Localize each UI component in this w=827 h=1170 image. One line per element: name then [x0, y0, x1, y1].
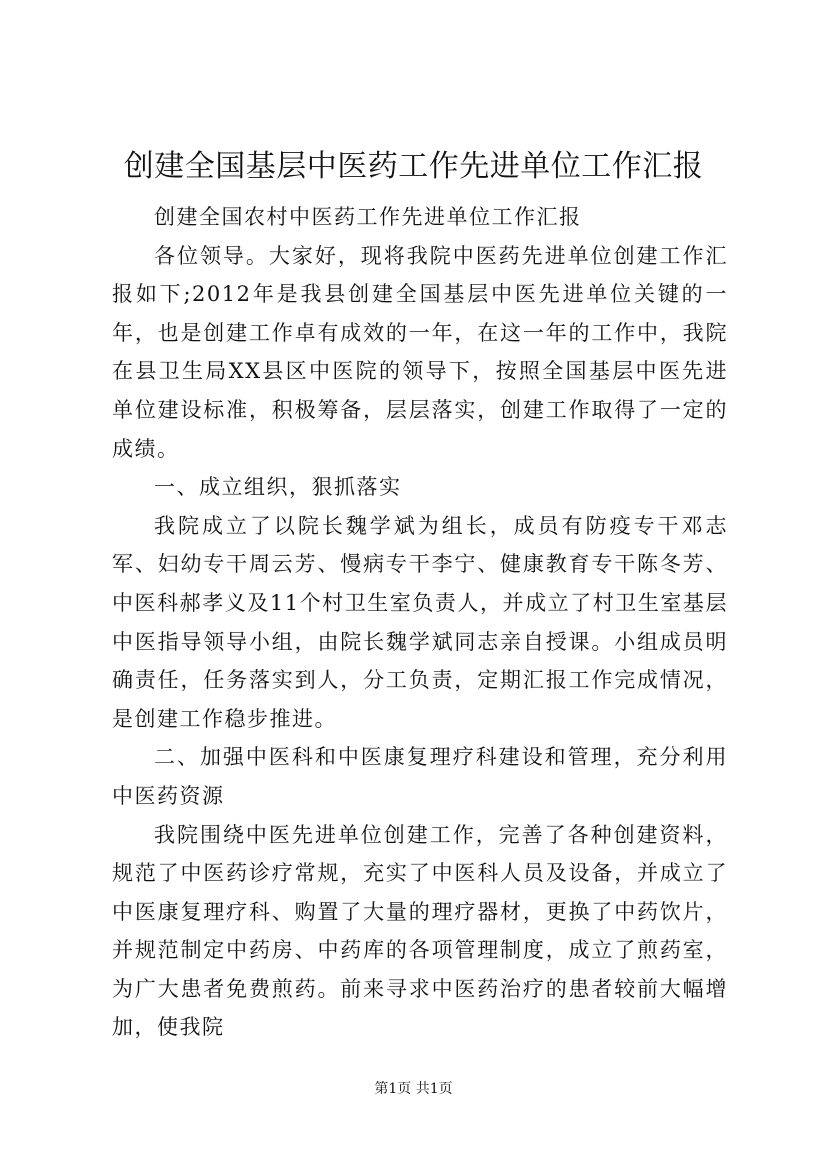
section-heading-1: 一、成立组织，狠抓落实: [154, 475, 402, 500]
section-heading-2: 二、加强中医科和中医康复理疗科建设和管理，充分利用中医药资源: [112, 745, 728, 808]
section-1-paragraph: 我院成立了以院长魏学斌为组长，成员有防疫专干邓志军、妇幼专干周云芳、慢病专干李宁、健康教育专干陈冬芳、中医科郝孝义及11个村卫生室负责人，并成立了村卫生室基层中医指导领导小组，由院长魏学斌同志亲自授课。小组成员明确责任，任务落实到人，分工负责，定期汇报工作完成情况，是创建工作稳步推进。: [112, 513, 728, 731]
section-2-paragraph: 我院围绕中医先进单位创建工作，完善了各种创建资料，规范了中医药诊疗常规，充实了中医科人员及设备，并成立了中医康复理疗科、购置了大量的理疗器材，更换了中药饮片，并规范制定中药房、中药库的各项管理制度，成立了煎药室，为广大患者免费煎药。前来寻求中医药治疗的患者较前大幅增加，使我院: [112, 822, 728, 1040]
greeting-paragraph: 各位领导。大家好，现将我院中医药先进单位创建工作汇报如下;2012年是我县创建全国基层中医先进单位关键的一年，也是创建工作卓有成效的一年，在这一年的工作中，我院在县卫生局XX县区中医院的领导下，按照全国基层中医先进单位建设标准，积极筹备，层层落实，创建工作取得了一定的成绩。: [112, 243, 728, 461]
page-footer: 第1页 共1页: [374, 1081, 453, 1097]
subtitle-paragraph: 创建全国农村中医药工作先进单位工作汇报: [154, 205, 582, 229]
document-title: 创建全国基层中医药工作先进单位工作汇报: [123, 149, 704, 184]
document-body: [112, 198, 728, 1047]
